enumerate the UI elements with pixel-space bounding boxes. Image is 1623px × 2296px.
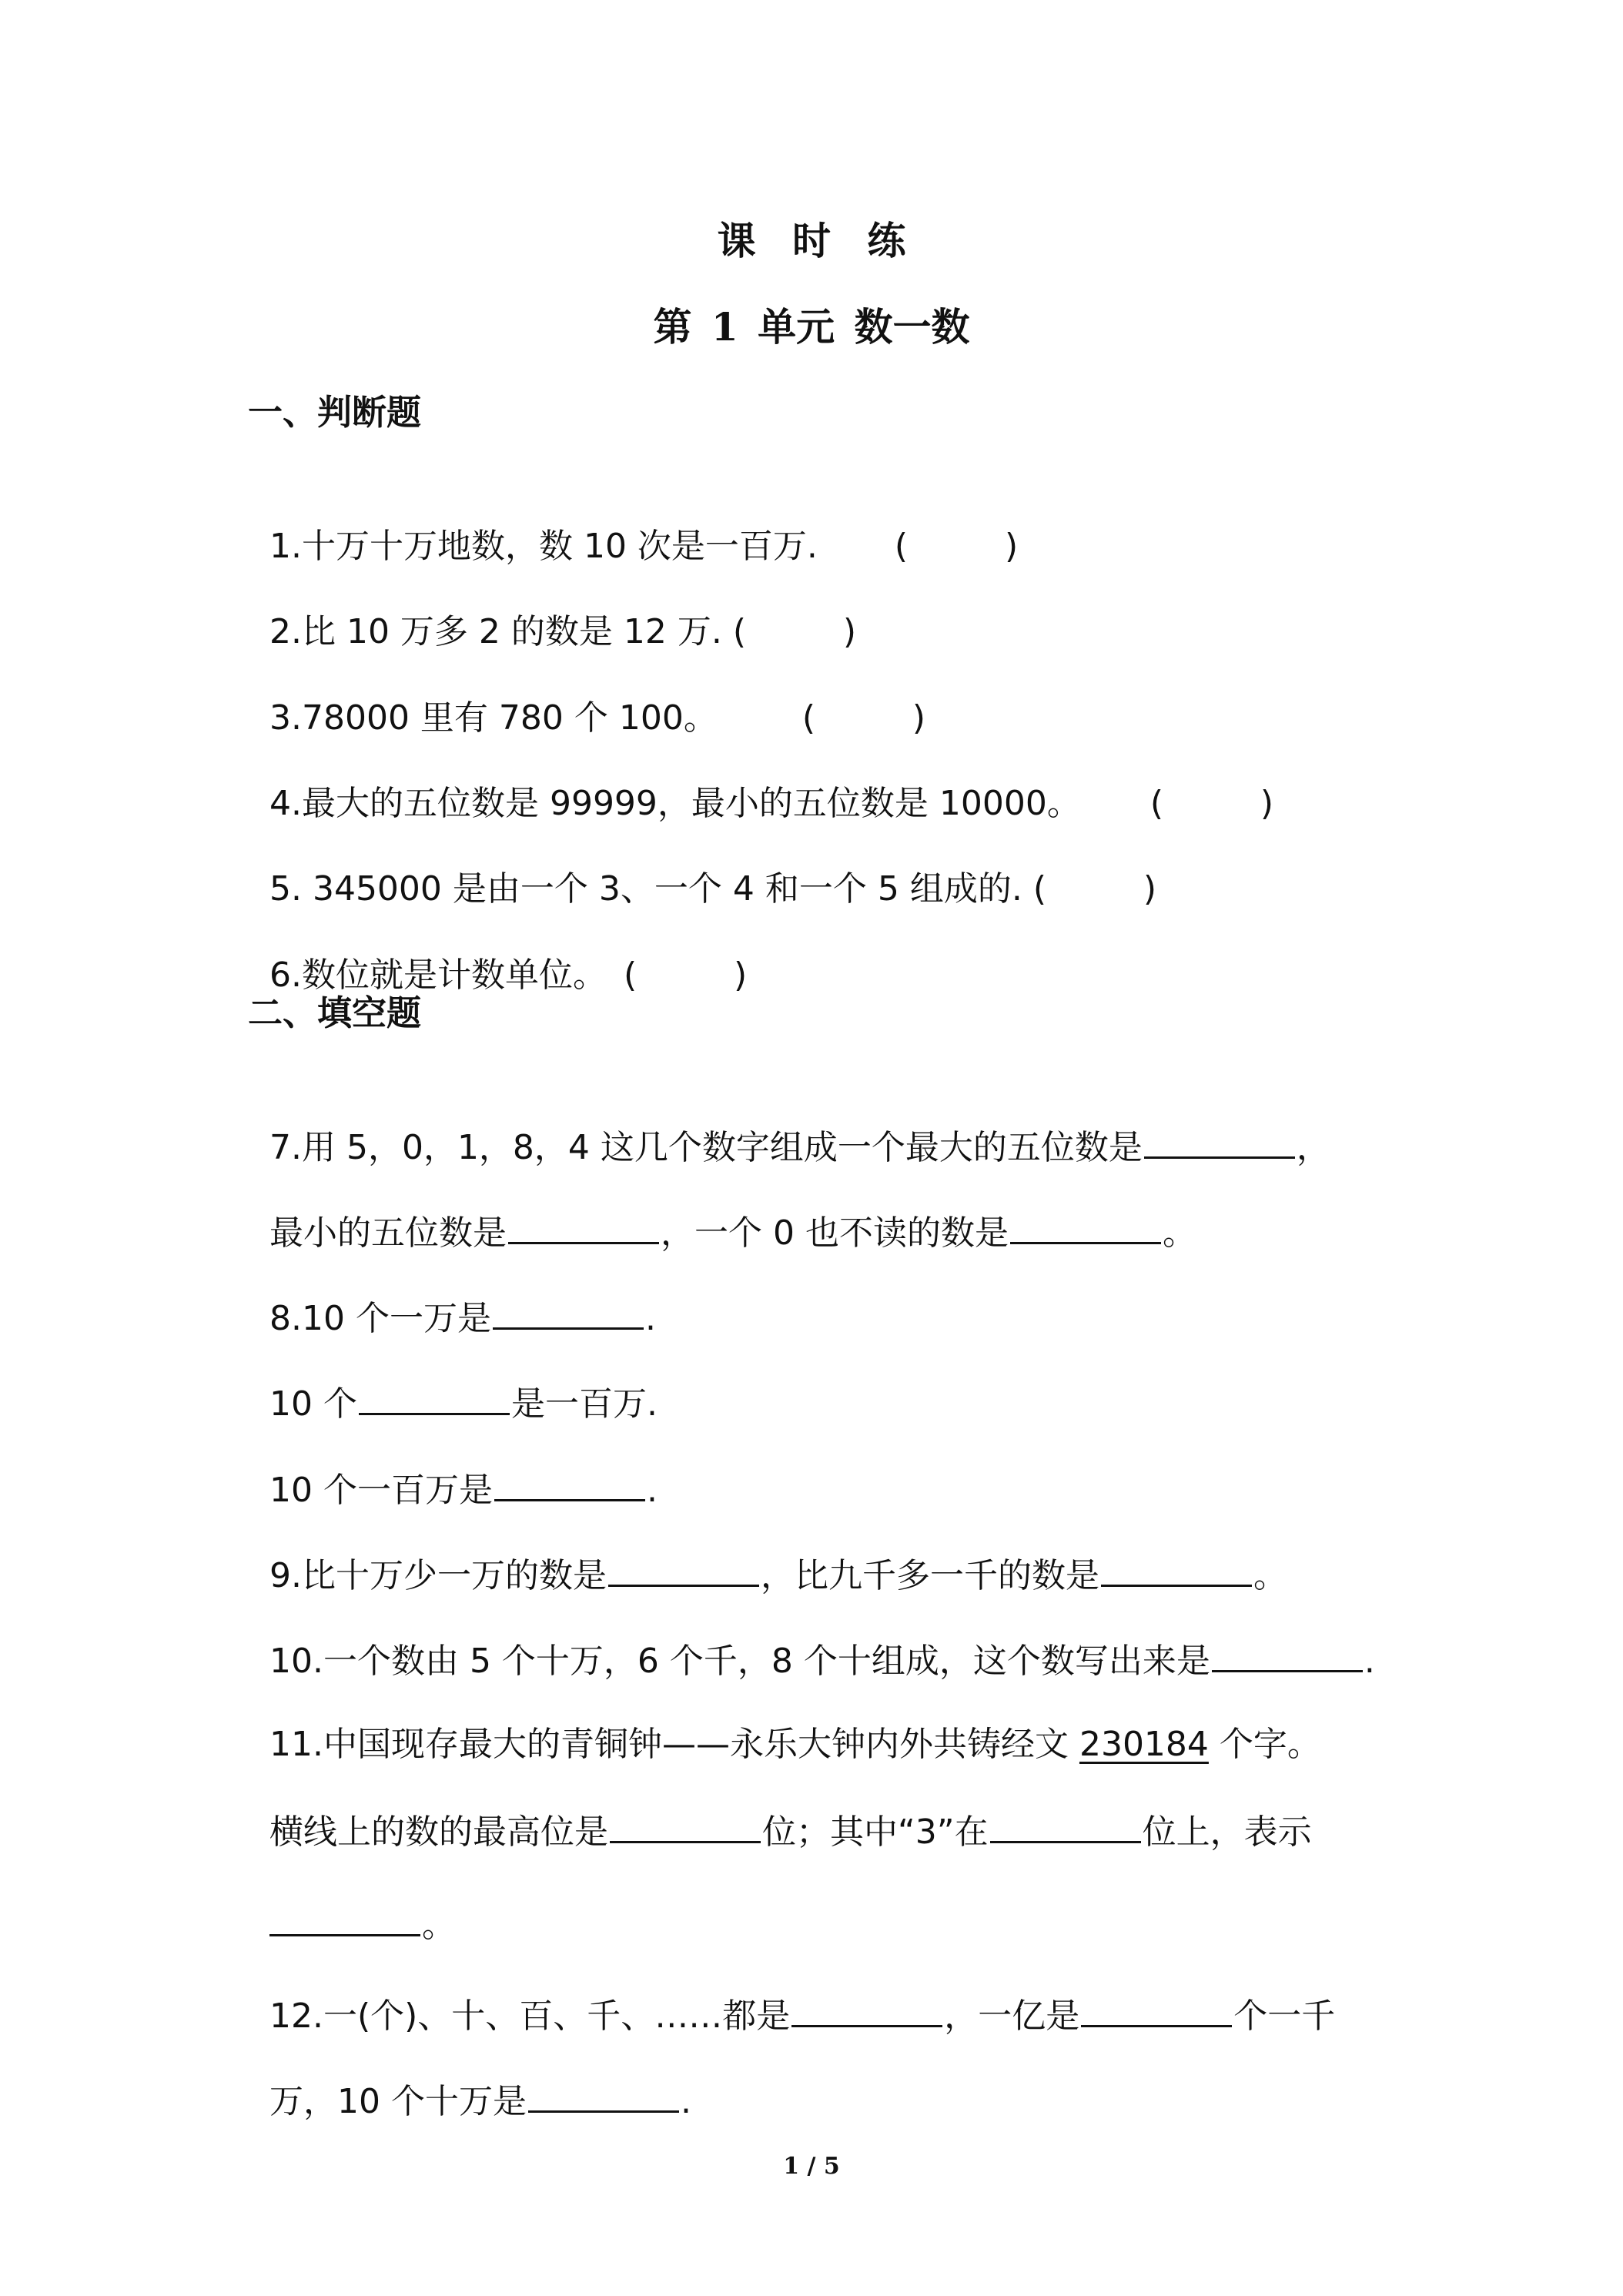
fill-question-10 xyxy=(248,1590,1375,1685)
answer-blank[interactable] xyxy=(791,1991,942,2027)
question-text: 8.10 个一万是 xyxy=(269,1299,491,1338)
question-text: ，比九千多一千的数是 xyxy=(760,1556,1099,1595)
question-text: 最小的五位数是 xyxy=(269,1213,507,1253)
fill-question-9 xyxy=(248,1504,1287,1599)
question-text: 4.最大的五位数是 99999，最小的五位数是 10000。 xyxy=(269,784,1081,823)
question-text: 个字。 xyxy=(1208,1725,1321,1764)
answer-blank[interactable] xyxy=(528,2077,679,2113)
answer-blank[interactable] xyxy=(1101,1551,1252,1587)
answer-blank[interactable] xyxy=(990,1807,1141,1843)
answer-paren[interactable]: ( ) xyxy=(1149,784,1274,823)
punct: 。 xyxy=(1162,1213,1196,1253)
judge-question-2 xyxy=(248,563,856,655)
judge-question-5 xyxy=(248,820,1156,912)
question-text: 10 个一百万是 xyxy=(269,1471,493,1510)
question-text: 万，10 个十万是 xyxy=(269,2082,527,2121)
question-text: ，一个 0 也不读的数是 xyxy=(660,1213,1009,1253)
question-text: 3.78000 里有 780 个 100。 xyxy=(269,698,718,738)
fill-question-8-line3 xyxy=(248,1419,658,1514)
judge-question-1 xyxy=(248,477,1018,570)
title-text: 课 时 练 xyxy=(717,218,906,263)
punct: . xyxy=(1364,1642,1375,1681)
answer-paren[interactable]: ( ) xyxy=(1032,869,1157,909)
question-text: 5. 345000 是由一个 3、一个 4 和一个 5 组成的. xyxy=(269,869,1022,909)
fill-question-11-line3 xyxy=(248,1854,456,1949)
question-text: 是一百万. xyxy=(510,1384,658,1424)
answer-paren[interactable]: ( ) xyxy=(801,698,926,738)
question-text: 12.一(个)、十、百、千、……都是 xyxy=(269,1996,791,2036)
page-title xyxy=(0,214,1623,268)
answer-paren[interactable]: ( ) xyxy=(894,527,1019,566)
punct: . xyxy=(646,1471,658,1510)
question-text: 1.十万十万地数，数 10 次是一百万. xyxy=(269,527,818,566)
fill-question-7-line1 xyxy=(248,1076,1330,1171)
judge-question-4 xyxy=(248,735,1273,827)
section-heading-fill: 二、填空题 xyxy=(248,992,422,1033)
answer-blank[interactable] xyxy=(494,1465,645,1501)
punct: 。 xyxy=(1253,1556,1287,1595)
question-text: 位上，表示 xyxy=(1142,1812,1312,1852)
question-text: 7.用 5，0，1，8，4 这几个数字组成一个最大的五位数是 xyxy=(269,1128,1143,1167)
fill-question-12-line2 xyxy=(248,2030,691,2125)
section-heading-judge: 一、判断题 xyxy=(248,392,422,433)
judge-question-6 xyxy=(248,906,747,999)
answer-blank[interactable] xyxy=(608,1551,759,1587)
fill-question-7-line2 xyxy=(248,1162,1196,1257)
answer-paren[interactable]: ( ) xyxy=(732,612,857,651)
question-text: ，一亿是 xyxy=(944,1996,1080,2036)
page-number: 1 / 5 xyxy=(783,2153,840,2180)
question-text: 2.比 10 万多 2 的数是 12 万. xyxy=(269,612,722,651)
punct: 。 xyxy=(421,1906,456,1945)
answer-blank[interactable] xyxy=(1081,1991,1232,2027)
question-text: 个一千 xyxy=(1233,1996,1336,2036)
question-text: 11.中国现存最大的青铜钟——永乐大钟内外共铸经文 xyxy=(269,1725,1079,1764)
question-text: 横线上的数的最高位是 xyxy=(269,1812,608,1852)
answer-blank[interactable] xyxy=(1144,1123,1295,1159)
answer-blank[interactable] xyxy=(1212,1636,1363,1672)
fill-question-11-line2 xyxy=(248,1761,1312,1856)
answer-paren[interactable]: ( ) xyxy=(623,956,748,995)
fill-question-12-line1 xyxy=(248,1945,1335,2040)
fill-question-8-line2 xyxy=(248,1333,658,1427)
question-text: 10.一个数由 5 个十万，6 个千，8 个十组成，这个数写出来是 xyxy=(269,1642,1210,1681)
question-text: 9.比十万少一万的数是 xyxy=(269,1556,607,1595)
question-text: 10 个 xyxy=(269,1384,357,1424)
answer-blank[interactable] xyxy=(359,1379,510,1415)
fill-question-8-line1 xyxy=(248,1247,656,1342)
answer-blank[interactable] xyxy=(508,1208,659,1244)
punct: . xyxy=(680,2082,691,2121)
subtitle-text: 第 1 单元 数一数 xyxy=(653,304,970,350)
punct: ， xyxy=(1296,1128,1330,1167)
question-text: 位；其中“3”在 xyxy=(761,1812,989,1852)
answer-blank[interactable] xyxy=(493,1294,644,1330)
answer-blank[interactable] xyxy=(269,1900,420,1936)
underlined-number: 230184 xyxy=(1079,1725,1209,1764)
judge-question-3 xyxy=(248,649,925,741)
unit-subtitle xyxy=(0,300,1623,354)
answer-blank[interactable] xyxy=(1010,1208,1161,1244)
question-text: 6.数位就是计数单位。 xyxy=(269,956,607,995)
punct: . xyxy=(644,1299,656,1338)
fill-question-11-line1 xyxy=(248,1675,1321,1768)
answer-blank[interactable] xyxy=(610,1807,761,1843)
